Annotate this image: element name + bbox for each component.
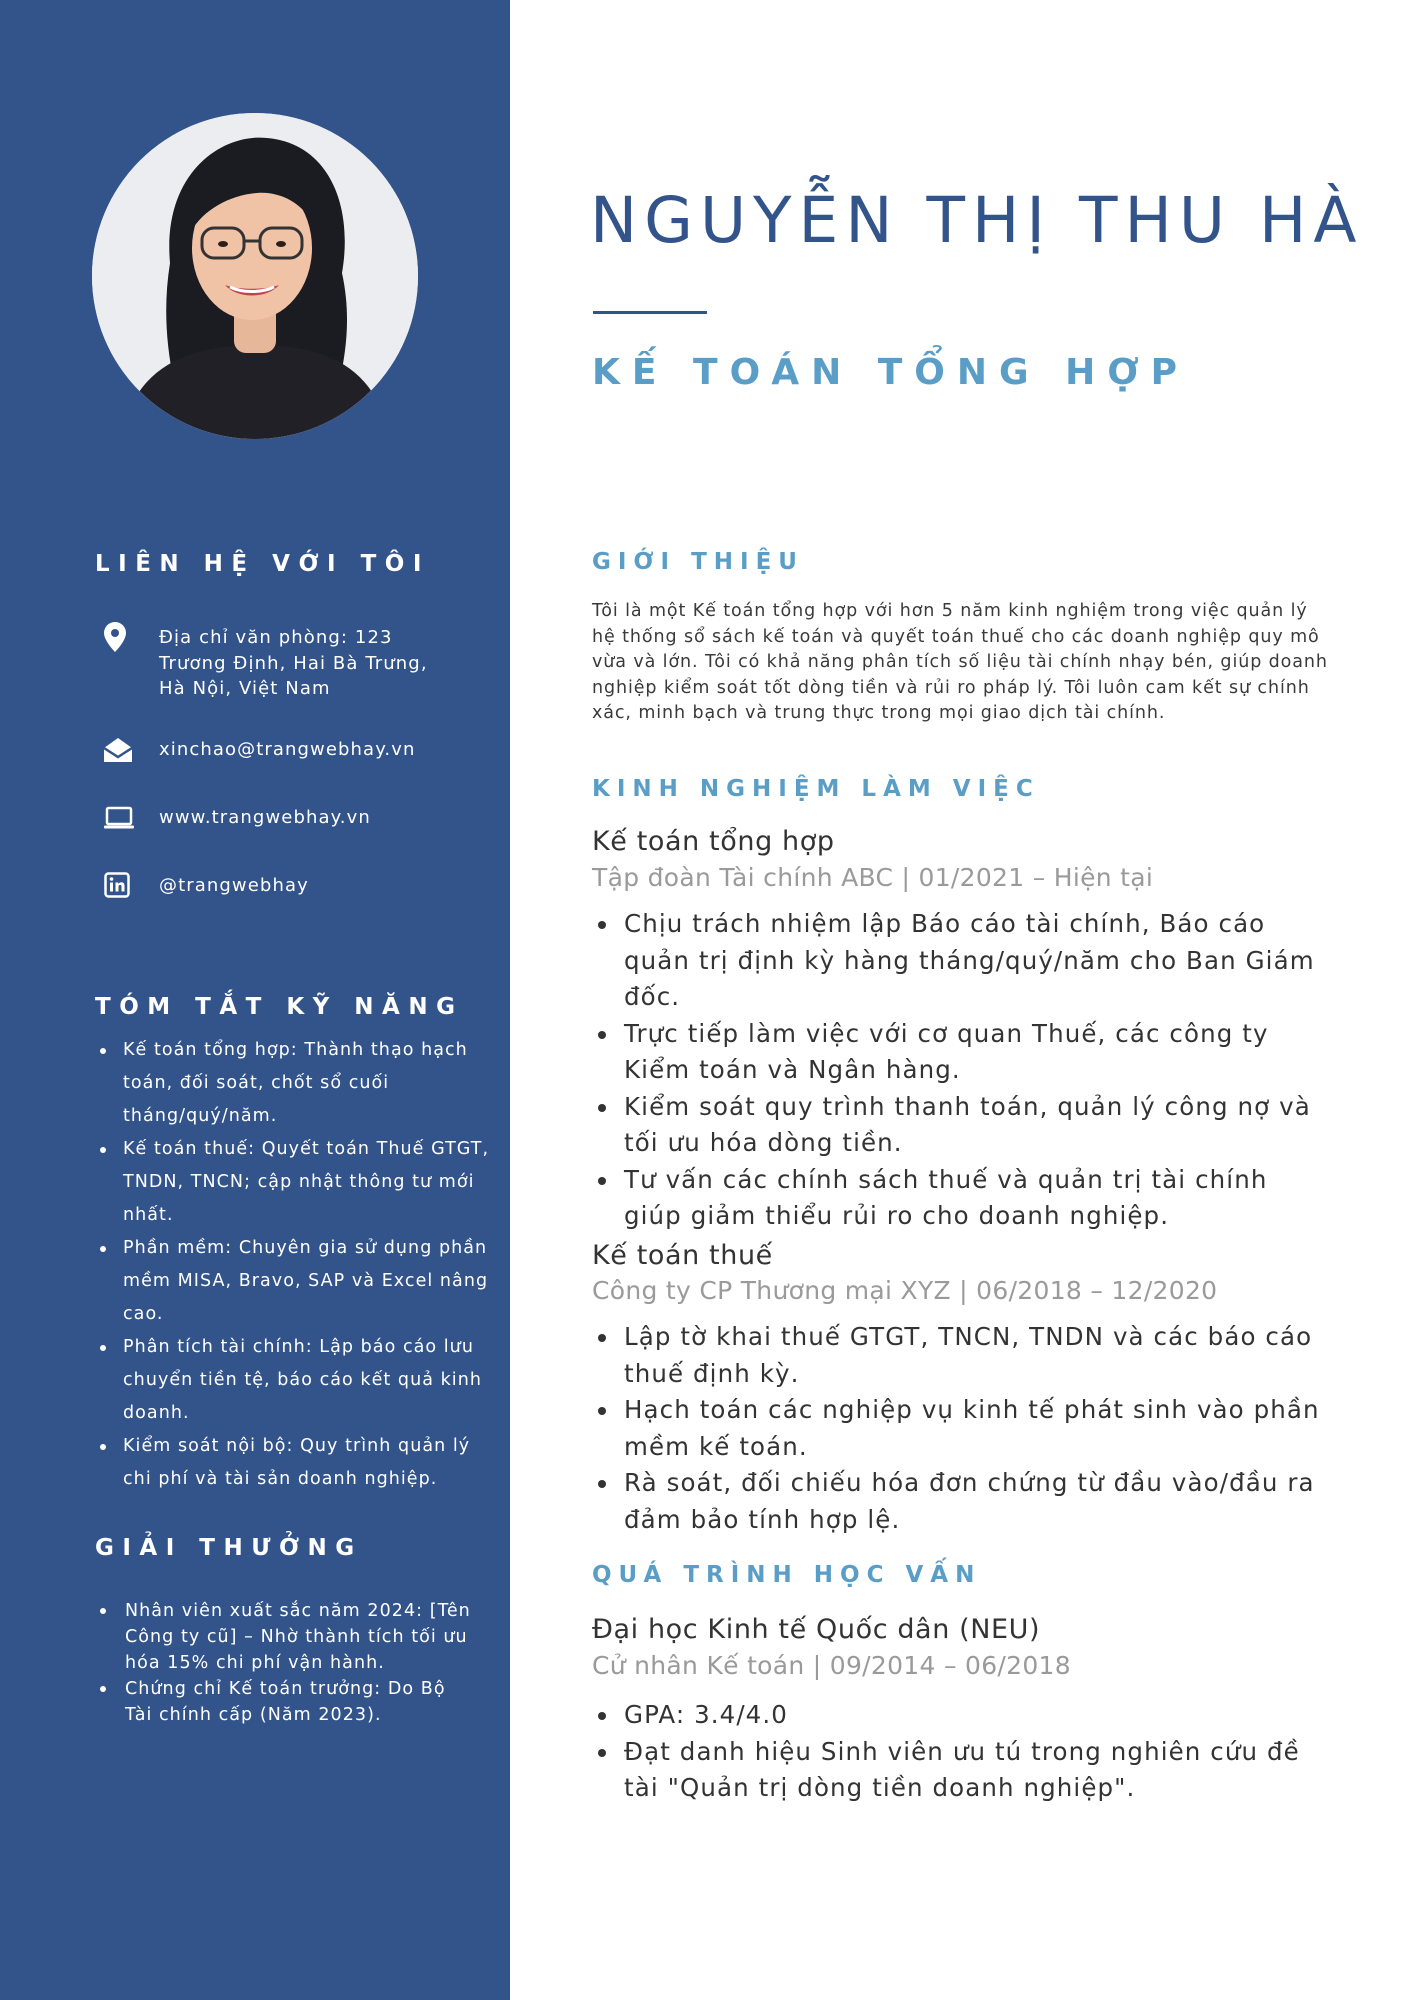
duty-item: Rà soát, đối chiếu hóa đơn chứng từ đầu vào/đầu ra đảm bảo tính hợp lệ. xyxy=(592,1465,1332,1538)
duty-item: Lập tờ khai thuế GTGT, TNCN, TNDN và các báo cáo thuế định kỳ. xyxy=(592,1319,1332,1392)
profile-photo xyxy=(92,113,418,439)
website-link[interactable]: www.trangwebhay.vn xyxy=(159,807,371,828)
award-item: Chứng chỉ Kế toán trưởng: Do Bộ Tài chính cấp (Năm 2023). xyxy=(98,1676,478,1728)
skills-heading: TÓM TẮT KỸ NĂNG xyxy=(95,994,464,1020)
intro-heading: GIỚI THIỆU xyxy=(592,549,804,575)
contact-linkedin[interactable] xyxy=(104,869,309,901)
school-name: Đại học Kinh tế Quốc dân (NEU) xyxy=(592,1614,1041,1645)
skills-list xyxy=(98,1034,493,1496)
laptop-icon xyxy=(104,802,136,834)
sidebar xyxy=(0,0,510,2000)
contact-address xyxy=(104,621,428,699)
awards-heading: GIẢI THƯỞNG xyxy=(95,1535,363,1561)
experience-heading: KINH NGHIỆM LÀM VIỆC xyxy=(592,776,1040,802)
linkedin-link[interactable]: @trangwebhay xyxy=(159,875,309,896)
education-item: GPA: 3.4/4.0 xyxy=(592,1697,1332,1734)
duty-item: Chịu trách nhiệm lập Báo cáo tài chính, Báo cáo quản trị định kỳ hàng tháng/quý/năm cho Ban Giám đốc. xyxy=(592,906,1332,1016)
contact-website[interactable] xyxy=(104,802,371,834)
job-2-title: Kế toán thuế xyxy=(592,1240,773,1271)
email-link[interactable]: xinchao@trangwebhay.vn xyxy=(159,739,416,760)
education-details xyxy=(592,1697,1332,1807)
intro-text: Tôi là một Kế toán tổng hợp với hơn 5 năm kinh nghiệm trong việc quản lý hệ thống sổ sách kế toán và quyết toán thuế cho các doanh nghiệp quy mô vừa và lớn. Tôi có khả năng phân tích số liệu tài chính nhạy bén, giúp doanh nghiệp kiểm soát tốt dòng tiền và rủi ro pháp lý. Tôi luôn cam kết sự chính xác, minh bạch và trung thực trong mọi giao dịch tài chính. xyxy=(592,601,1328,723)
contact-email[interactable] xyxy=(104,734,416,766)
skill-item: Phân tích tài chính: Lập báo cáo lưu chuyển tiền tệ, báo cáo kết quả kinh doanh. xyxy=(98,1331,493,1430)
skill-item: Kế toán tổng hợp: Thành thạo hạch toán, đối soát, chốt sổ cuối tháng/quý/năm. xyxy=(98,1034,493,1133)
name-divider xyxy=(593,311,707,314)
job-2-duties xyxy=(592,1319,1332,1538)
job-1-title: Kế toán tổng hợp xyxy=(592,826,835,857)
degree-info: Cử nhân Kế toán | 09/2014 – 06/2018 xyxy=(592,1651,1071,1680)
duty-item: Trực tiếp làm việc với cơ quan Thuế, các công ty Kiểm toán và Ngân hàng. xyxy=(592,1016,1332,1089)
candidate-name: NGUYỄN THỊ THU HÀ xyxy=(590,184,1364,257)
duty-item: Kiểm soát quy trình thanh toán, quản lý công nợ và tối ưu hóa dòng tiền. xyxy=(592,1089,1332,1162)
education-heading: QUÁ TRÌNH HỌC VẤN xyxy=(592,1562,982,1588)
job-1-duties xyxy=(592,906,1332,1235)
address-text: Địa chỉ văn phòng: 123 Trương Định, Hai Bà Trưng, Hà Nội, Việt Nam xyxy=(159,627,428,699)
job-title: KẾ TOÁN TỔNG HỢP xyxy=(592,352,1190,393)
avatar xyxy=(92,113,418,439)
skill-item: Phần mềm: Chuyên gia sử dụng phần mềm MISA, Bravo, SAP và Excel nâng cao. xyxy=(98,1232,493,1331)
skill-item: Kiểm soát nội bộ: Quy trình quản lý chi phí và tài sản doanh nghiệp. xyxy=(98,1430,493,1496)
awards-list xyxy=(98,1598,478,1728)
location-pin-icon xyxy=(104,621,136,653)
job-1-company: Tập đoàn Tài chính ABC | 01/2021 – Hiện tại xyxy=(592,863,1154,892)
education-item: Đạt danh hiệu Sinh viên ưu tú trong nghiên cứu đề tài "Quản trị dòng tiền doanh nghiệp". xyxy=(592,1734,1332,1807)
duty-item: Hạch toán các nghiệp vụ kinh tế phát sinh vào phần mềm kế toán. xyxy=(592,1392,1332,1465)
job-2-company: Công ty CP Thương mại XYZ | 06/2018 – 12/2020 xyxy=(592,1276,1218,1305)
envelope-icon xyxy=(104,734,136,766)
contact-heading: LIÊN HỆ VỚI TÔI xyxy=(95,551,430,577)
skill-item: Kế toán thuế: Quyết toán Thuế GTGT, TNDN, TNCN; cập nhật thông tư mới nhất. xyxy=(98,1133,493,1232)
linkedin-icon xyxy=(104,869,136,901)
award-item: Nhân viên xuất sắc năm 2024: [Tên Công ty cũ] – Nhờ thành tích tối ưu hóa 15% chi phí vận hành. xyxy=(98,1598,478,1676)
duty-item: Tư vấn các chính sách thuế và quản trị tài chính giúp giảm thiểu rủi ro cho doanh nghiệp. xyxy=(592,1162,1332,1235)
